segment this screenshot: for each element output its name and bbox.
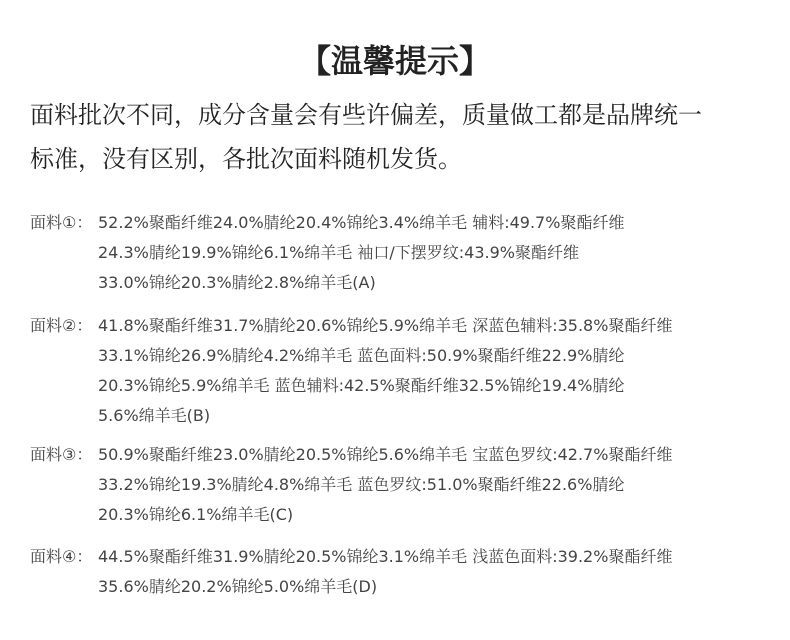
fabric-block-3: [30, 440, 780, 530]
fabric-block-2: [30, 311, 780, 431]
fabric-row: [30, 572, 780, 602]
fabric-row: [30, 371, 780, 401]
fabric-composition: 20.3%锦纶6.1%绵羊毛(C): [98, 505, 294, 524]
fabric-row: [30, 470, 780, 500]
notice-line: 面料批次不同，成分含量会有些许偏差，质量做工都是品牌统一: [30, 101, 702, 129]
fabric-composition: 24.3%腈纶19.9%锦纶6.1%绵羊毛 袖口/下摆罗纹:43.9%聚酯纤维: [98, 243, 580, 262]
fabric-composition: 5.6%绵羊毛(B): [98, 406, 211, 425]
fabric-label: 面料③：: [30, 445, 93, 464]
notice-text: [30, 93, 770, 181]
fabric-block-4: [30, 542, 780, 602]
fabric-composition: 44.5%聚酯纤维31.9%腈纶20.5%锦纶3.1%绵羊毛 浅蓝色面料:39.2%聚酯纤维: [98, 547, 673, 566]
fabric-label: 面料④：: [30, 547, 93, 566]
fabric-row: [30, 238, 780, 268]
page-title: 【温馨提示】: [298, 42, 491, 80]
fabric-composition: 35.6%腈纶20.2%锦纶5.0%绵羊毛(D): [98, 577, 378, 596]
fabric-composition: 33.1%锦纶26.9%腈纶4.2%绵羊毛 蓝色面料:50.9%聚酯纤维22.9%腈纶: [98, 346, 625, 365]
fabric-row: [30, 500, 780, 530]
fabric-composition: 33.0%锦纶20.3%腈纶2.8%绵羊毛(A): [98, 273, 376, 292]
fabric-row: [30, 268, 780, 298]
fabric-label: 面料②：: [30, 316, 93, 335]
fabric-row: [30, 440, 780, 470]
fabric-label: 面料①：: [30, 213, 93, 232]
fabric-composition: 50.9%聚酯纤维23.0%腈纶20.5%锦纶5.6%绵羊毛 宝蓝色罗纹:42.7%聚酯纤维: [98, 445, 673, 464]
fabric-row: [30, 341, 780, 371]
fabric-row: [30, 401, 780, 431]
fabric-row: [30, 542, 780, 572]
fabric-composition: 41.8%聚酯纤维31.7%腈纶20.6%锦纶5.9%绵羊毛 深蓝色辅料:35.8%聚酯纤维: [98, 316, 673, 335]
fabric-row: [30, 208, 780, 238]
fabric-composition: 52.2%聚酯纤维24.0%腈纶20.4%锦纶3.4%绵羊毛 辅料:49.7%聚酯纤维: [98, 213, 625, 232]
fabric-block-1: [30, 208, 780, 298]
fabric-row: [30, 311, 780, 341]
fabric-composition: 20.3%锦纶5.9%绵羊毛 蓝色辅料:42.5%聚酯纤维32.5%锦纶19.4%腈纶: [98, 376, 625, 395]
notice-line: 标准，没有区别，各批次面料随机发货。: [30, 145, 462, 173]
fabric-composition: 33.2%锦纶19.3%腈纶4.8%绵羊毛 蓝色罗纹:51.0%聚酯纤维22.6%腈纶: [98, 475, 625, 494]
